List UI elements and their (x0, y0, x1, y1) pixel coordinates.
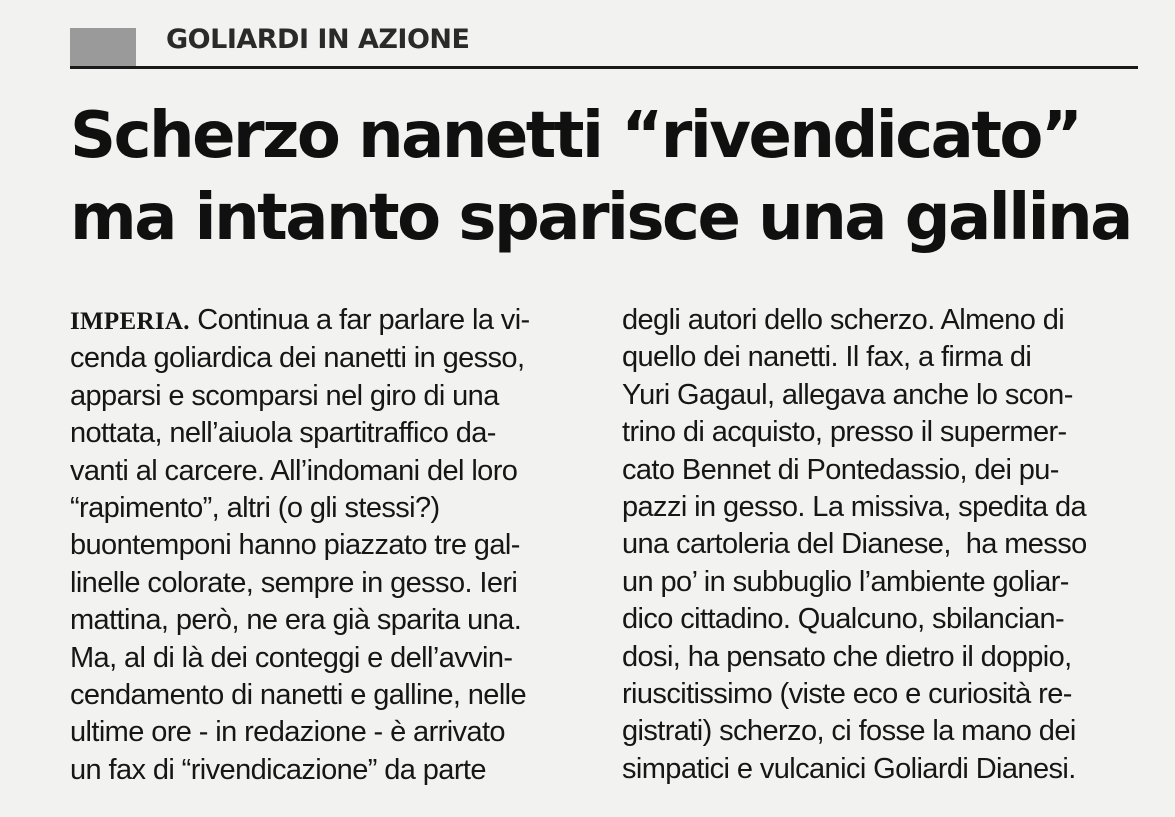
article-line: “rapimento”, altri (o gli stessi?) (70, 492, 440, 525)
article-line: Ma, al di là dei conteggi e dell’avvin- (70, 641, 513, 674)
article-line: degli autori dello scherzo. Almeno di (622, 304, 1065, 336)
article-line: Yuri Gagaul, allegava anche lo scon- (622, 378, 1073, 411)
article-column-left (70, 302, 600, 789)
article-line: cenda goliardica dei nanetti in gesso, (70, 342, 525, 375)
article-line: apparsi e scomparsi nel giro di una (70, 379, 499, 412)
article-line: dico cittadino. Qualcuno, sbilancian- (622, 603, 1065, 636)
article-line: nottata, nell’aiuola spartitraffico da- (70, 417, 496, 450)
section-marker-block (70, 28, 136, 66)
article-line: pazzi in gesso. La missiva, spedita da (622, 491, 1087, 524)
article-line: mattina, però, ne era già sparita una. (70, 604, 522, 637)
article-line (70, 302, 600, 340)
article-line: buontemponi hanno piazzato tre gal- (70, 529, 520, 562)
article-column-right (622, 302, 1142, 788)
article-line: cendamento di nanetti e galline, nelle (70, 679, 527, 712)
article-line: cato Bennet di Pontedassio, dei pu- (622, 453, 1059, 486)
section-kicker: GOLIARDI IN AZIONE (166, 24, 470, 55)
headline (70, 95, 1150, 259)
article-line: trino di acquisto, presso il supermer- (622, 416, 1067, 449)
article-line: un fax di “rivendicazione” da parte (70, 753, 486, 786)
section-rule (70, 66, 1138, 69)
headline-line: ma intanto sparisce una gallina (70, 181, 1131, 255)
article-line-text: Continua a far parlare la vi- (189, 304, 530, 336)
article-line: un po’ in subbuglio l’ambiente goliar- (622, 565, 1069, 598)
article-line: simpatici e vulcanici Goliardi Dianesi. (622, 752, 1076, 785)
article-line: una cartoleria del Dianese, ha messo (622, 528, 1087, 561)
article-line: quello dei nanetti. Il fax, a firma di (622, 341, 1032, 374)
article-line: gistrati) scherzo, ci fosse la mano dei (622, 715, 1076, 748)
dateline: IMPERIA. (70, 308, 190, 335)
article-line: vanti al carcere. All’indomani del loro (70, 454, 518, 487)
article-line: riuscitissimo (viste eco e curiosità re- (622, 678, 1072, 711)
headline-line: Scherzo nanetti “rivendicato” (70, 99, 1081, 173)
article-line: dosi, ha pensato che dietro il doppio, (622, 640, 1072, 673)
article-line: ultime ore - in redazione - è arrivato (70, 716, 505, 749)
article-line: linelle colorate, sempre in gesso. Ieri (70, 566, 518, 599)
